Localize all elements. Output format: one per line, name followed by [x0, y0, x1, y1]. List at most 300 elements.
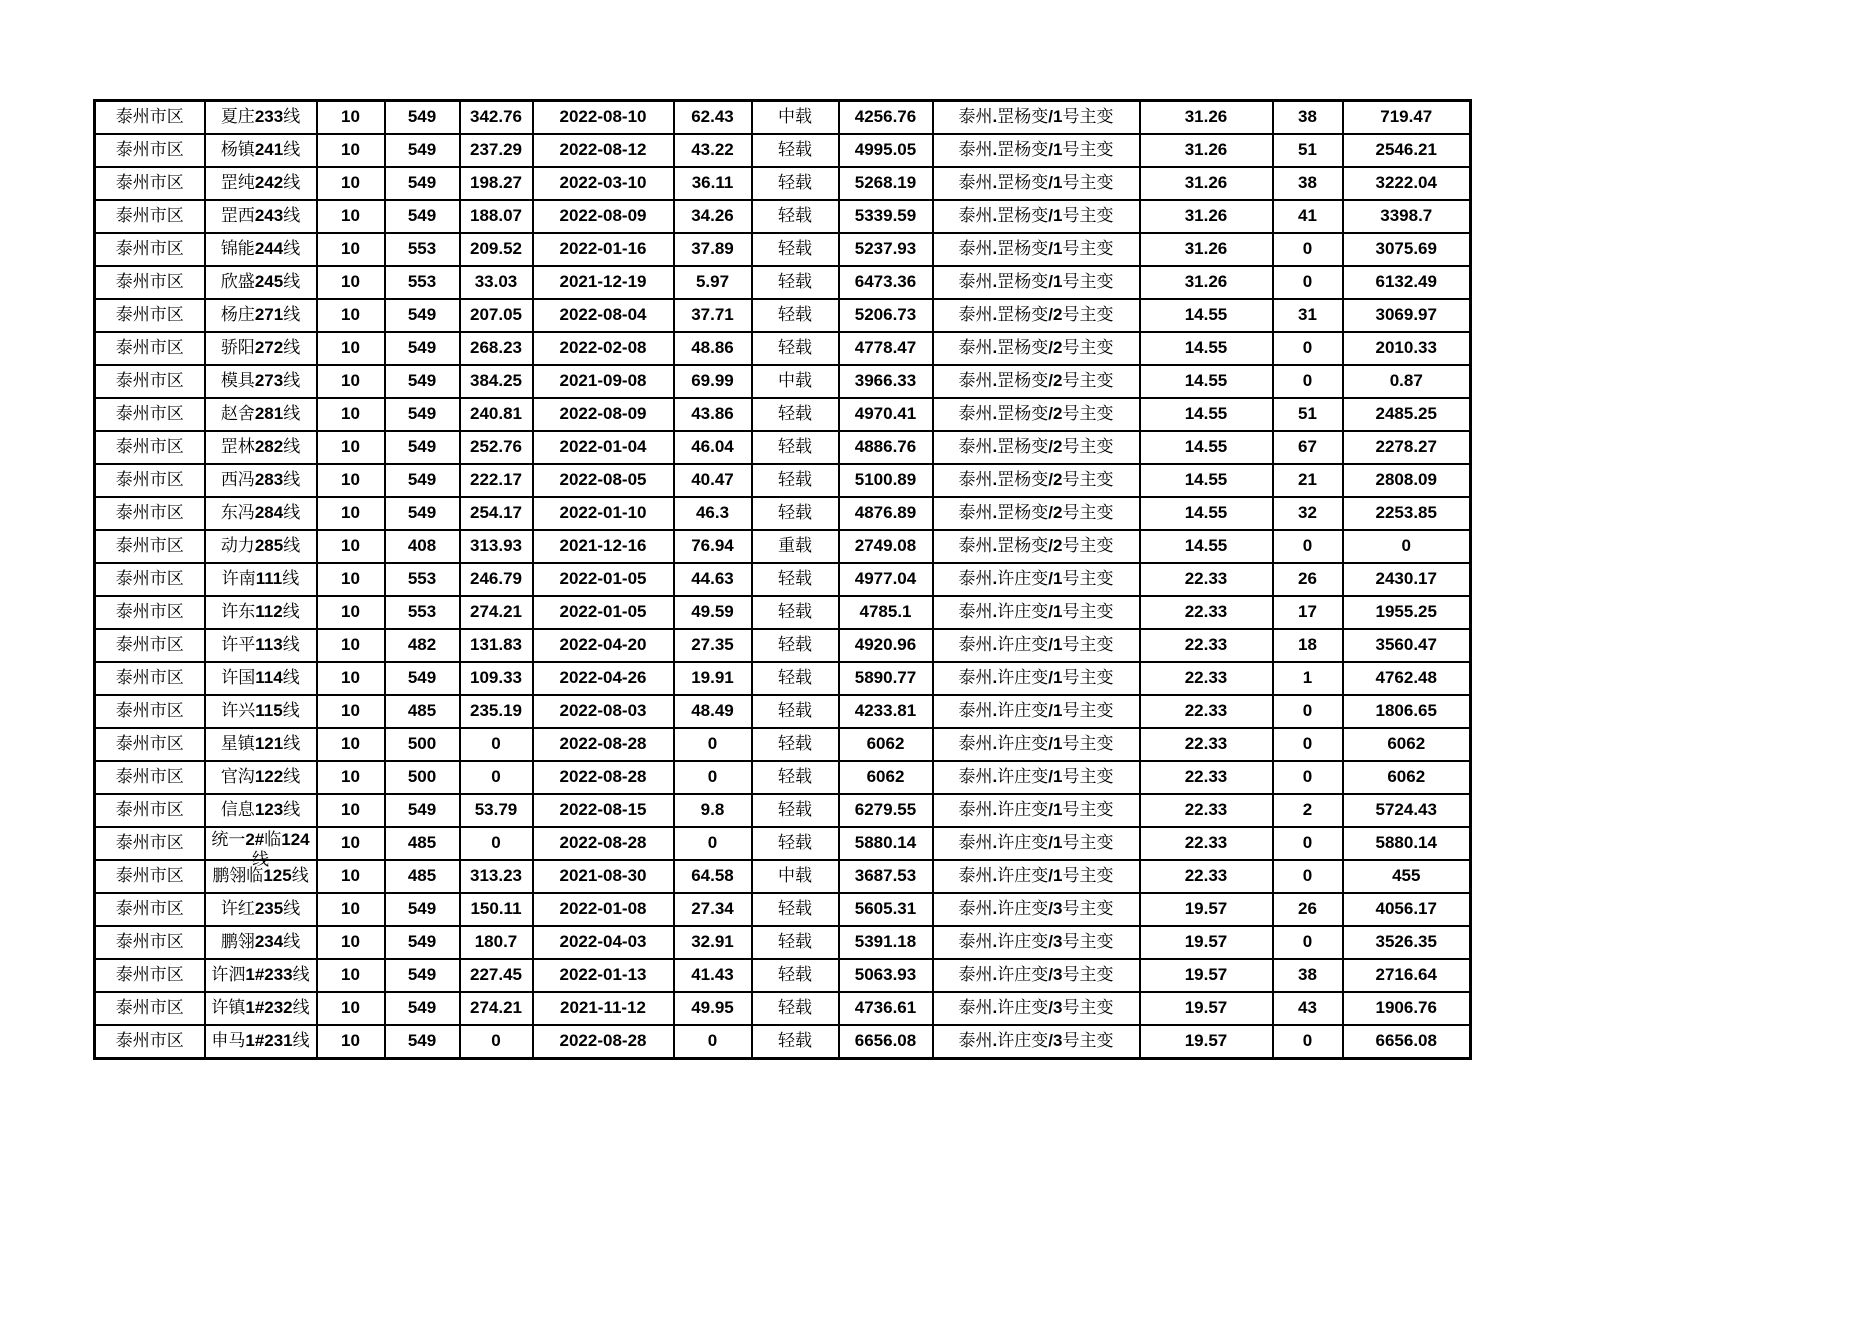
cell: 38: [1273, 959, 1343, 992]
cell: 泰州市区: [95, 695, 205, 728]
cell: 4886.76: [839, 431, 933, 464]
cell: 泰州 . 许庄变 /3 号主变: [933, 992, 1140, 1025]
cell: 罡纯 242 线: [205, 167, 317, 200]
cell: 2253.85: [1343, 497, 1471, 530]
table-row: [95, 365, 1471, 398]
cell: 41.43: [674, 959, 752, 992]
cell: 0: [1343, 530, 1471, 563]
cell: 109.33: [460, 662, 533, 695]
cell: 51: [1273, 398, 1343, 431]
cell: 14.55: [1140, 299, 1273, 332]
table-row: [95, 695, 1471, 728]
cell: 轻载: [752, 794, 839, 827]
cell: 27.34: [674, 893, 752, 926]
table-body: [95, 101, 1471, 1059]
cell: 37.71: [674, 299, 752, 332]
cell: 9.8: [674, 794, 752, 827]
cell: 泰州 . 许庄变 /1 号主变: [933, 629, 1140, 662]
cell: 2: [1273, 794, 1343, 827]
cell: 6062: [839, 728, 933, 761]
cell: 3966.33: [839, 365, 933, 398]
cell: 131.83: [460, 629, 533, 662]
cell: 2808.09: [1343, 464, 1471, 497]
cell: 10: [317, 398, 385, 431]
cell: 500: [385, 728, 460, 761]
cell: 泰州市区: [95, 728, 205, 761]
cell: 2021-12-16: [533, 530, 674, 563]
cell: 0: [1273, 926, 1343, 959]
cell: 泰州 . 罡杨变 /2 号主变: [933, 398, 1140, 431]
cell: 37.89: [674, 233, 752, 266]
cell: 455: [1343, 860, 1471, 893]
cell: 0: [1273, 530, 1343, 563]
cell: 6656.08: [839, 1025, 933, 1059]
cell: 0: [1273, 827, 1343, 860]
cell: 10: [317, 431, 385, 464]
table-row: [95, 596, 1471, 629]
cell: 2430.17: [1343, 563, 1471, 596]
cell: 轻载: [752, 695, 839, 728]
cell: 5391.18: [839, 926, 933, 959]
cell: 2022-08-12: [533, 134, 674, 167]
cell: 0: [460, 761, 533, 794]
cell: 2022-04-26: [533, 662, 674, 695]
cell: 17: [1273, 596, 1343, 629]
cell: 14.55: [1140, 431, 1273, 464]
cell: 549: [385, 794, 460, 827]
cell: 1806.65: [1343, 695, 1471, 728]
cell: 2022-04-20: [533, 629, 674, 662]
cell: 22.33: [1140, 794, 1273, 827]
cell: 4736.61: [839, 992, 933, 1025]
cell: 549: [385, 893, 460, 926]
cell: 19.57: [1140, 959, 1273, 992]
cell: 泰州市区: [95, 563, 205, 596]
table-row: [95, 662, 1471, 695]
cell: 轻载: [752, 134, 839, 167]
cell: 4056.17: [1343, 893, 1471, 926]
cell: 14.55: [1140, 464, 1273, 497]
cell: 188.07: [460, 200, 533, 233]
cell: 44.63: [674, 563, 752, 596]
cell: 10: [317, 167, 385, 200]
cell: 198.27: [460, 167, 533, 200]
cell: 19.57: [1140, 992, 1273, 1025]
cell: 22.33: [1140, 596, 1273, 629]
cell: 轻载: [752, 167, 839, 200]
cell: 209.52: [460, 233, 533, 266]
cell: 0: [460, 728, 533, 761]
cell: 泰州市区: [95, 431, 205, 464]
cell: 10: [317, 200, 385, 233]
cell: 泰州 . 罡杨变 /1 号主变: [933, 167, 1140, 200]
cell: 2022-08-04: [533, 299, 674, 332]
cell: 2021-11-12: [533, 992, 674, 1025]
cell: 313.93: [460, 530, 533, 563]
cell: 4995.05: [839, 134, 933, 167]
cell: 泰州 . 罡杨变 /2 号主变: [933, 431, 1140, 464]
cell: 泰州 . 罡杨变 /1 号主变: [933, 134, 1140, 167]
cell: 10: [317, 365, 385, 398]
table-row: [95, 794, 1471, 827]
cell: 罡西 243 线: [205, 200, 317, 233]
table-row: [95, 200, 1471, 233]
cell: 6062: [1343, 761, 1471, 794]
cell: 2021-08-30: [533, 860, 674, 893]
cell: 10: [317, 959, 385, 992]
cell: 3222.04: [1343, 167, 1471, 200]
cell: 信息 123 线: [205, 794, 317, 827]
cell: 549: [385, 299, 460, 332]
cell: 0: [1273, 695, 1343, 728]
cell: 14.55: [1140, 332, 1273, 365]
cell: 43: [1273, 992, 1343, 1025]
cell: 2022-03-10: [533, 167, 674, 200]
cell: 10: [317, 695, 385, 728]
cell: 轻载: [752, 398, 839, 431]
cell: 5206.73: [839, 299, 933, 332]
table-row: [95, 332, 1471, 365]
cell: 67: [1273, 431, 1343, 464]
cell: 0: [1273, 761, 1343, 794]
cell: 许镇 1#232 线: [205, 992, 317, 1025]
cell: 泰州 . 罡杨变 /2 号主变: [933, 332, 1140, 365]
cell: 22.33: [1140, 827, 1273, 860]
cell: 2716.64: [1343, 959, 1471, 992]
cell: 51: [1273, 134, 1343, 167]
cell: 5.97: [674, 266, 752, 299]
cell: 10: [317, 233, 385, 266]
cell: 泰州市区: [95, 860, 205, 893]
cell: 549: [385, 1025, 460, 1059]
cell: 31.26: [1140, 200, 1273, 233]
cell: 2022-08-09: [533, 398, 674, 431]
cell: 384.25: [460, 365, 533, 398]
cell: 泰州市区: [95, 992, 205, 1025]
cell: 轻载: [752, 926, 839, 959]
cell: 锦能 244 线: [205, 233, 317, 266]
cell: 罡林 282 线: [205, 431, 317, 464]
cell: 0: [1273, 332, 1343, 365]
cell: 轻载: [752, 596, 839, 629]
cell: 19.91: [674, 662, 752, 695]
cell: 10: [317, 530, 385, 563]
cell: 6279.55: [839, 794, 933, 827]
table-row: [95, 464, 1471, 497]
cell: 22.33: [1140, 728, 1273, 761]
cell: 轻载: [752, 497, 839, 530]
cell: 21: [1273, 464, 1343, 497]
cell: 轻载: [752, 266, 839, 299]
cell: 5890.77: [839, 662, 933, 695]
cell: 38: [1273, 101, 1343, 135]
cell: 许国 114 线: [205, 662, 317, 695]
cell: 31: [1273, 299, 1343, 332]
cell: 2022-08-28: [533, 827, 674, 860]
table-row: [95, 1025, 1471, 1059]
cell: 10: [317, 827, 385, 860]
cell: 43.22: [674, 134, 752, 167]
cell: 549: [385, 497, 460, 530]
cell: 313.23: [460, 860, 533, 893]
cell: 轻载: [752, 662, 839, 695]
cell: 10: [317, 299, 385, 332]
cell: 2278.27: [1343, 431, 1471, 464]
cell: 泰州 . 罡杨变 /2 号主变: [933, 497, 1140, 530]
cell: 549: [385, 101, 460, 135]
cell: 43.86: [674, 398, 752, 431]
cell: 485: [385, 860, 460, 893]
cell: 泰州市区: [95, 926, 205, 959]
cell: 2022-08-28: [533, 1025, 674, 1059]
table-row: [95, 233, 1471, 266]
cell: 4785.1: [839, 596, 933, 629]
table-row: [95, 992, 1471, 1025]
cell: 0: [1273, 1025, 1343, 1059]
cell: 4762.48: [1343, 662, 1471, 695]
cell: 轻载: [752, 464, 839, 497]
cell: 31.26: [1140, 233, 1273, 266]
cell: 轻载: [752, 1025, 839, 1059]
cell: 轻载: [752, 827, 839, 860]
cell: 553: [385, 233, 460, 266]
cell: 10: [317, 596, 385, 629]
cell: 杨镇 241 线: [205, 134, 317, 167]
cell: 40.47: [674, 464, 752, 497]
cell: 泰州 . 许庄变 /1 号主变: [933, 761, 1140, 794]
cell: 53.79: [460, 794, 533, 827]
cell: 41: [1273, 200, 1343, 233]
cell: 1: [1273, 662, 1343, 695]
cell: 150.11: [460, 893, 533, 926]
cell: 4920.96: [839, 629, 933, 662]
cell: 杨庄 271 线: [205, 299, 317, 332]
cell: 2022-08-05: [533, 464, 674, 497]
table-row: [95, 959, 1471, 992]
cell: 549: [385, 959, 460, 992]
cell: 549: [385, 332, 460, 365]
cell: 2022-01-13: [533, 959, 674, 992]
cell: 10: [317, 134, 385, 167]
cell: 2022-01-16: [533, 233, 674, 266]
cell: 泰州 . 许庄变 /1 号主变: [933, 728, 1140, 761]
cell: 549: [385, 662, 460, 695]
cell: 泰州市区: [95, 200, 205, 233]
cell: 泰州 . 许庄变 /1 号主变: [933, 695, 1140, 728]
cell: 14.55: [1140, 497, 1273, 530]
cell: 10: [317, 860, 385, 893]
cell: 泰州市区: [95, 464, 205, 497]
cell: 10: [317, 728, 385, 761]
cell: 泰州市区: [95, 134, 205, 167]
cell: 274.21: [460, 992, 533, 1025]
cell: 0: [674, 728, 752, 761]
cell: 22.33: [1140, 860, 1273, 893]
cell: 485: [385, 695, 460, 728]
cell: 轻载: [752, 893, 839, 926]
cell: 泰州市区: [95, 596, 205, 629]
cell: 10: [317, 761, 385, 794]
cell: 485: [385, 827, 460, 860]
cell: 31.26: [1140, 134, 1273, 167]
cell: 泰州市区: [95, 959, 205, 992]
table-row: [95, 827, 1471, 860]
cell: 泰州市区: [95, 893, 205, 926]
cell: 泰州 . 罡杨变 /1 号主变: [933, 200, 1140, 233]
cell: 254.17: [460, 497, 533, 530]
cell: 553: [385, 596, 460, 629]
cell: 2022-08-10: [533, 101, 674, 135]
cell: 泰州 . 罡杨变 /2 号主变: [933, 530, 1140, 563]
cell: 19.57: [1140, 1025, 1273, 1059]
cell: 泰州市区: [95, 629, 205, 662]
cell: 许平 113 线: [205, 629, 317, 662]
table-row: [95, 101, 1471, 135]
cell: 5724.43: [1343, 794, 1471, 827]
cell: 泰州市区: [95, 101, 205, 135]
cell: 227.45: [460, 959, 533, 992]
cell: 19.57: [1140, 893, 1273, 926]
cell: 2022-08-03: [533, 695, 674, 728]
cell: 4256.76: [839, 101, 933, 135]
cell: 泰州市区: [95, 827, 205, 860]
cell: 31.26: [1140, 167, 1273, 200]
cell: 泰州 . 许庄变 /3 号主变: [933, 926, 1140, 959]
cell: 22.33: [1140, 629, 1273, 662]
cell: 10: [317, 662, 385, 695]
cell: 2485.25: [1343, 398, 1471, 431]
cell: 中载: [752, 365, 839, 398]
cell: 549: [385, 992, 460, 1025]
cell: 3398.7: [1343, 200, 1471, 233]
cell: 泰州 . 罡杨变 /2 号主变: [933, 464, 1140, 497]
table-row: [95, 530, 1471, 563]
cell: 22.33: [1140, 695, 1273, 728]
cell: 夏庄 233 线: [205, 101, 317, 135]
cell: 2010.33: [1343, 332, 1471, 365]
cell: 549: [385, 926, 460, 959]
cell: 欣盛 245 线: [205, 266, 317, 299]
cell: 32: [1273, 497, 1343, 530]
cell: 76.94: [674, 530, 752, 563]
cell: 泰州市区: [95, 365, 205, 398]
cell: 48.86: [674, 332, 752, 365]
cell: 官沟 122 线: [205, 761, 317, 794]
cell: 申马 1#231 线: [205, 1025, 317, 1059]
cell: 泰州市区: [95, 662, 205, 695]
cell: 5339.59: [839, 200, 933, 233]
cell: 2022-01-08: [533, 893, 674, 926]
cell: 1906.76: [1343, 992, 1471, 1025]
cell: 泰州 . 罡杨变 /2 号主变: [933, 365, 1140, 398]
cell: 2022-01-04: [533, 431, 674, 464]
cell: 64.58: [674, 860, 752, 893]
cell: 动力 285 线: [205, 530, 317, 563]
cell: 泰州 . 罡杨变 /1 号主变: [933, 233, 1140, 266]
cell: 274.21: [460, 596, 533, 629]
cell: 骄阳 272 线: [205, 332, 317, 365]
cell: 719.47: [1343, 101, 1471, 135]
table-row: [95, 266, 1471, 299]
table-row: [95, 893, 1471, 926]
cell: 2022-08-15: [533, 794, 674, 827]
cell: 2022-08-28: [533, 761, 674, 794]
cell: 26: [1273, 563, 1343, 596]
cell: 408: [385, 530, 460, 563]
cell: 泰州 . 许庄变 /1 号主变: [933, 860, 1140, 893]
cell: 342.76: [460, 101, 533, 135]
cell: 10: [317, 497, 385, 530]
cell: 许泗 1#233 线: [205, 959, 317, 992]
cell: 泰州 . 许庄变 /3 号主变: [933, 1025, 1140, 1059]
cell: 235.19: [460, 695, 533, 728]
cell: 轻载: [752, 233, 839, 266]
cell: 14.55: [1140, 398, 1273, 431]
cell: 星镇 121 线: [205, 728, 317, 761]
table-row: [95, 497, 1471, 530]
cell: 轻载: [752, 563, 839, 596]
cell: 2749.08: [839, 530, 933, 563]
cell: 49.95: [674, 992, 752, 1025]
cell: 5100.89: [839, 464, 933, 497]
table-row: [95, 134, 1471, 167]
cell: 3075.69: [1343, 233, 1471, 266]
cell: 轻载: [752, 959, 839, 992]
cell: 27.35: [674, 629, 752, 662]
cell: 4778.47: [839, 332, 933, 365]
table-row: [95, 629, 1471, 662]
cell: 东冯 284 线: [205, 497, 317, 530]
cell: 泰州 . 罡杨变 /1 号主变: [933, 101, 1140, 135]
cell: 轻载: [752, 299, 839, 332]
cell: 6132.49: [1343, 266, 1471, 299]
cell: 549: [385, 431, 460, 464]
cell: 5605.31: [839, 893, 933, 926]
cell: 0.87: [1343, 365, 1471, 398]
cell: 268.23: [460, 332, 533, 365]
cell: 泰州市区: [95, 530, 205, 563]
cell: 泰州市区: [95, 266, 205, 299]
cell: 泰州市区: [95, 332, 205, 365]
cell: 0: [460, 1025, 533, 1059]
cell: 2022-01-05: [533, 563, 674, 596]
cell: 10: [317, 1025, 385, 1059]
cell: 赵舍 281 线: [205, 398, 317, 431]
cell: 33.03: [460, 266, 533, 299]
cell: 1955.25: [1343, 596, 1471, 629]
table-row: [95, 167, 1471, 200]
cell: 2022-01-10: [533, 497, 674, 530]
cell: 模具 273 线: [205, 365, 317, 398]
cell: 207.05: [460, 299, 533, 332]
cell: 泰州 . 许庄变 /1 号主变: [933, 794, 1140, 827]
cell: 31.26: [1140, 266, 1273, 299]
cell: 泰州市区: [95, 761, 205, 794]
cell: 2546.21: [1343, 134, 1471, 167]
cell: 泰州 . 罡杨变 /2 号主变: [933, 299, 1140, 332]
cell: 36.11: [674, 167, 752, 200]
cell: 许东 112 线: [205, 596, 317, 629]
cell: 4233.81: [839, 695, 933, 728]
cell: 0: [1273, 728, 1343, 761]
cell: 26: [1273, 893, 1343, 926]
cell: 2022-02-08: [533, 332, 674, 365]
line-load-table: [93, 99, 1472, 1060]
cell: 69.99: [674, 365, 752, 398]
cell: 轻载: [752, 992, 839, 1025]
cell: 10: [317, 101, 385, 135]
cell: 泰州市区: [95, 233, 205, 266]
